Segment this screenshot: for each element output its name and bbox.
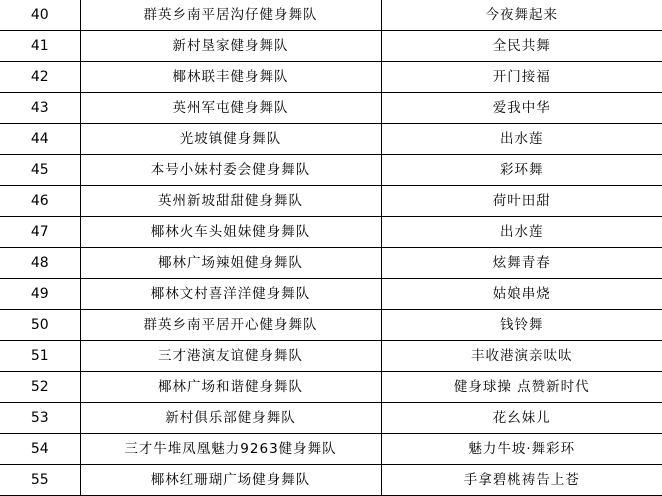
row-number-cell: 45: [0, 155, 80, 186]
table-row: [0, 31, 662, 62]
team-name-cell: 本号小妹村委会健身舞队: [80, 155, 381, 186]
row-number-cell: 40: [0, 0, 80, 31]
team-name-cell: 英州新坡甜甜健身舞队: [80, 186, 381, 217]
row-number-cell: 44: [0, 124, 80, 155]
team-name-cell: 群英乡南平居开心健身舞队: [80, 310, 381, 341]
program-name-cell: 丰收港演亲呔呔: [381, 341, 662, 372]
program-name-cell: 手拿碧桃祷告上苍: [381, 465, 662, 496]
team-name-cell: 群英乡南平居沟仔健身舞队: [80, 0, 381, 31]
program-name-cell: 钱铃舞: [381, 310, 662, 341]
table-row: [0, 62, 662, 93]
row-number-cell: 51: [0, 341, 80, 372]
row-number-cell: 47: [0, 217, 80, 248]
row-number-cell: 50: [0, 310, 80, 341]
program-name-cell: 全民共舞: [381, 31, 662, 62]
team-name-cell: 椰林联丰健身舞队: [80, 62, 381, 93]
team-name-cell: 英州军屯健身舞队: [80, 93, 381, 124]
row-number-cell: 43: [0, 93, 80, 124]
team-name-cell: 新村俱乐部健身舞队: [80, 403, 381, 434]
table-row: [0, 310, 662, 341]
row-number-cell: 42: [0, 62, 80, 93]
table-row: [0, 403, 662, 434]
program-name-cell: 出水莲: [381, 124, 662, 155]
team-name-cell: 三才港演友谊健身舞队: [80, 341, 381, 372]
program-name-cell: 今夜舞起来: [381, 0, 662, 31]
team-name-cell: 三才牛堆凤凰魅力9263健身舞队: [80, 434, 381, 465]
row-number-cell: 53: [0, 403, 80, 434]
program-name-cell: 炫舞青春: [381, 248, 662, 279]
row-number-cell: 49: [0, 279, 80, 310]
program-name-cell: 花幺妹儿: [381, 403, 662, 434]
table-row: [0, 372, 662, 403]
team-name-cell: 光坡镇健身舞队: [80, 124, 381, 155]
table-row: [0, 186, 662, 217]
row-number-cell: 52: [0, 372, 80, 403]
row-number-cell: 55: [0, 465, 80, 496]
program-name-cell: 健身球操 点赞新时代: [381, 372, 662, 403]
table-row: [0, 93, 662, 124]
team-name-cell: 椰林广场和谐健身舞队: [80, 372, 381, 403]
team-name-cell: 椰林文村喜洋洋健身舞队: [80, 279, 381, 310]
team-name-cell: 新村垦家健身舞队: [80, 31, 381, 62]
row-number-cell: 48: [0, 248, 80, 279]
program-name-cell: 姑娘串烧: [381, 279, 662, 310]
table-row: [0, 341, 662, 372]
program-name-cell: 荷叶田甜: [381, 186, 662, 217]
row-number-cell: 41: [0, 31, 80, 62]
team-name-cell: 椰林红珊瑚广场健身舞队: [80, 465, 381, 496]
program-name-cell: 魅力牛坡·舞彩环: [381, 434, 662, 465]
table-row: [0, 155, 662, 186]
program-name-cell: 开门接福: [381, 62, 662, 93]
program-name-cell: 爱我中华: [381, 93, 662, 124]
row-number-cell: 46: [0, 186, 80, 217]
table-row: [0, 217, 662, 248]
table-row: [0, 124, 662, 155]
table-row: [0, 279, 662, 310]
program-name-cell: 彩环舞: [381, 155, 662, 186]
table-row: [0, 0, 662, 31]
team-name-cell: 椰林广场辣姐健身舞队: [80, 248, 381, 279]
row-number-cell: 54: [0, 434, 80, 465]
table-row: [0, 465, 662, 496]
table-row: [0, 434, 662, 465]
table-row: [0, 248, 662, 279]
team-name-cell: 椰林火车头姐妹健身舞队: [80, 217, 381, 248]
program-name-cell: 出水莲: [381, 217, 662, 248]
